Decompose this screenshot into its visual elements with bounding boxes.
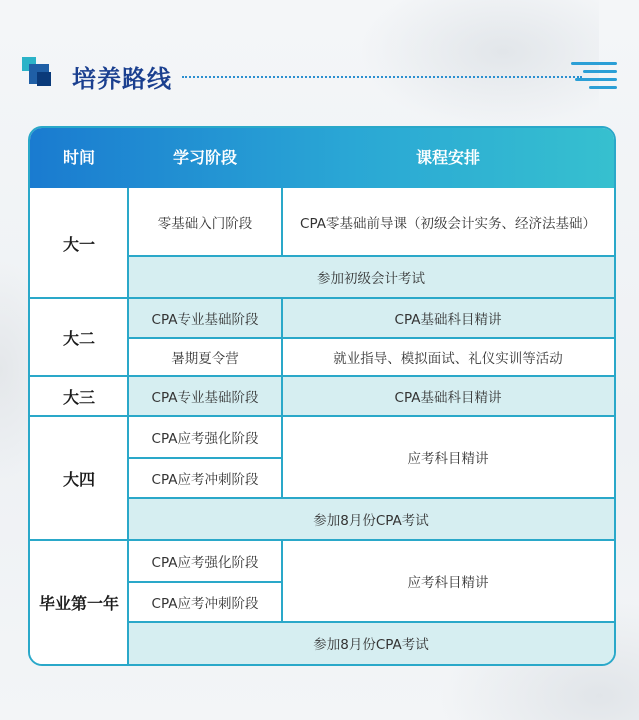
course-cell: 就业指导、模拟面试、礼仪实训等活动 bbox=[282, 338, 614, 376]
stage-cell: CPA应考冲刺阶段 bbox=[128, 582, 282, 622]
grid-line bbox=[128, 457, 282, 459]
course-cell: CPA基础科目精讲 bbox=[282, 376, 614, 416]
exam-cell: 参加8月份CPA考试 bbox=[128, 622, 614, 664]
section-header bbox=[22, 52, 617, 100]
grid-line bbox=[127, 188, 129, 664]
column-header-stage: 学习阶段 bbox=[172, 148, 237, 167]
course-cell: CPA零基础前导课（初级会计实务、经济法基础） bbox=[282, 188, 614, 256]
grid-line bbox=[30, 297, 614, 299]
grid-line bbox=[30, 415, 614, 417]
year-label: 大三 bbox=[30, 376, 128, 416]
training-route-table bbox=[28, 126, 616, 666]
course-cell: 应考科目精讲 bbox=[282, 540, 614, 622]
dotted-divider bbox=[182, 76, 582, 78]
grid-line bbox=[30, 375, 614, 377]
grid-line bbox=[128, 255, 614, 257]
stage-cell: CPA应考强化阶段 bbox=[128, 416, 282, 458]
course-cell: 应考科目精讲 bbox=[282, 416, 614, 498]
column-header-time: 时间 bbox=[62, 148, 95, 167]
exam-cell: 参加初级会计考试 bbox=[128, 256, 614, 298]
stage-cell: CPA应考强化阶段 bbox=[128, 540, 282, 582]
year-label: 大二 bbox=[30, 298, 128, 376]
stage-cell: 暑期夏令营 bbox=[128, 338, 282, 376]
speed-lines-icon bbox=[571, 62, 617, 92]
grid-line bbox=[128, 497, 614, 499]
grid-line bbox=[128, 337, 614, 339]
grid-line bbox=[30, 539, 614, 541]
stage-cell: CPA应考冲刺阶段 bbox=[128, 458, 282, 498]
course-cell: CPA基础科目精讲 bbox=[282, 298, 614, 338]
stage-cell: CPA专业基础阶段 bbox=[128, 298, 282, 338]
grid-line bbox=[128, 581, 282, 583]
grid-line bbox=[281, 298, 283, 416]
year-label: 大一 bbox=[30, 188, 128, 298]
grid-line bbox=[281, 188, 283, 256]
table-header bbox=[30, 128, 614, 188]
grid-line bbox=[128, 621, 614, 623]
column-header-course: 课程安排 bbox=[415, 148, 480, 167]
section-title: 培养路线 bbox=[72, 65, 172, 93]
year-label: 毕业第一年 bbox=[30, 540, 128, 664]
year-label: 大四 bbox=[30, 416, 128, 540]
exam-cell: 参加8月份CPA考试 bbox=[128, 498, 614, 540]
stacked-squares-icon bbox=[22, 57, 58, 89]
stage-cell: 零基础入门阶段 bbox=[128, 188, 282, 256]
stage-cell: CPA专业基础阶段 bbox=[128, 376, 282, 416]
